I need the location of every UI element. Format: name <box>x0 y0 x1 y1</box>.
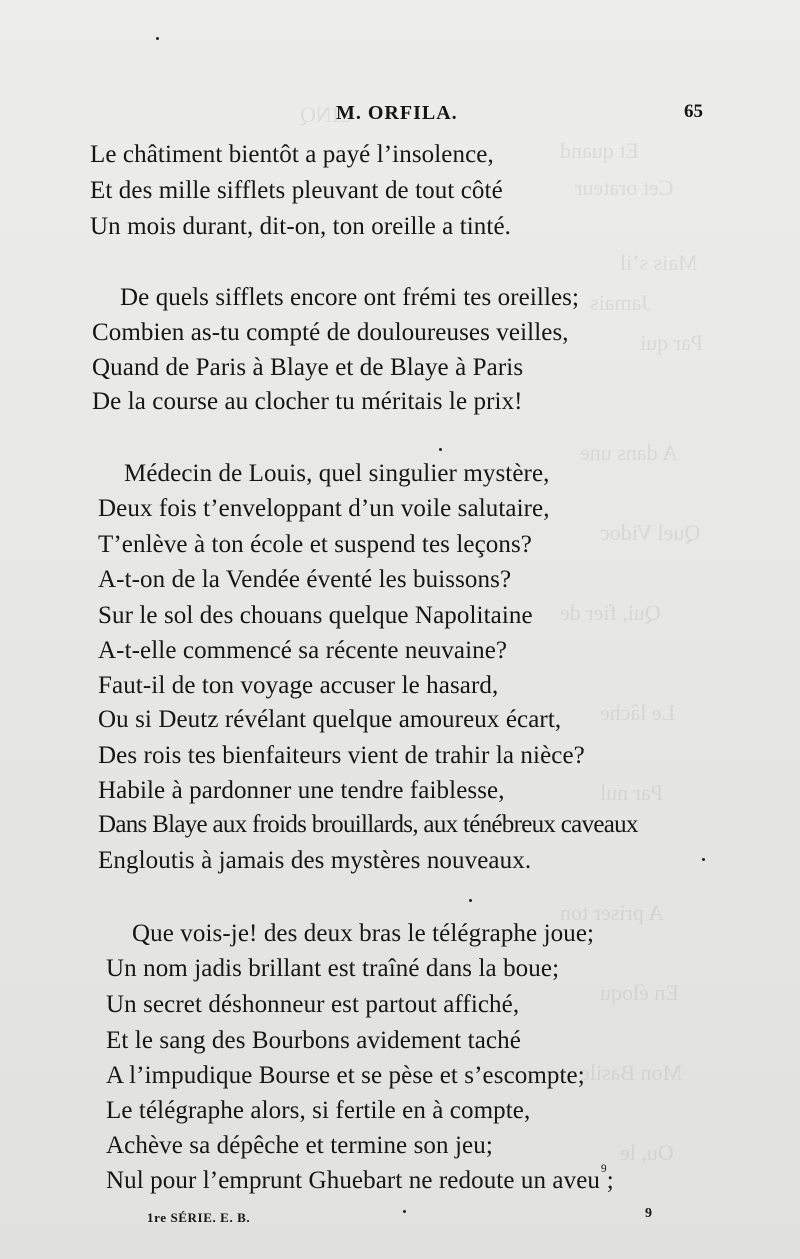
poem-line: Quand de Paris à Blaye et de Blaye à Paris <box>92 354 524 381</box>
poem-line: Achève sa dépêche et termine son jeu; <box>106 1132 493 1159</box>
ink-speck <box>403 1210 406 1213</box>
ink-speck <box>469 899 472 902</box>
bleed-through-text: CINQ <box>300 102 354 127</box>
poem-line: Dans Blaye aux froids brouillards, aux ténébreux caveaux <box>98 811 638 838</box>
printer-signature: 1re SÉRIE. E. B. <box>147 1210 251 1225</box>
bleed-through-text: A dans une <box>580 440 678 465</box>
poem-line: T’enlève à ton école et suspend tes leçons? <box>98 531 532 558</box>
bleed-through-text: A priser ton <box>560 900 664 925</box>
poem-line: Le télégraphe alors, si fertile en à compte, <box>106 1097 531 1124</box>
poem-line: A l’impudique Bourse et se pèse et s’escompte; <box>106 1062 585 1089</box>
poem-line-with-footnote: Nul pour l’emprunt Ghuebart ne redoute un aveu$^9$; <box>106 1163 614 1194</box>
poem-line: Médecin de Louis, quel singulier mystère, <box>124 460 550 487</box>
poem-line: Et le sang des Bourbons avidement taché <box>106 1027 521 1054</box>
page-number: 65 <box>684 101 703 122</box>
bleed-through-text: Et quand <box>560 138 639 163</box>
poem-line: Ou si Deutz révélant quelque amoureux écart, <box>98 706 562 733</box>
poem-line: Engloutis à jamais des mystères nouveaux. <box>98 847 532 874</box>
bleed-through-text: Ou, le <box>620 1140 674 1165</box>
poem-line: Le châtiment bientôt a payé l’insolence, <box>90 141 494 168</box>
poem-line: A-t-on de la Vendée éventé les buissons? <box>98 566 512 593</box>
poem-line: Que vois-je! des deux bras le télégraphe joue; <box>132 920 595 947</box>
poem-line: Un nom jadis brillant est traîné dans la boue; <box>106 955 560 982</box>
ink-speck <box>702 858 705 861</box>
poem-line: Combien as-tu compté de douloureuses veilles, <box>92 319 569 346</box>
poem-line: Habile à pardonner une tendre faiblesse, <box>98 777 505 804</box>
bleed-through-text: En éloqu <box>600 980 679 1005</box>
poem-line: De la course au clocher tu méritais le prix! <box>92 388 523 415</box>
ink-speck <box>156 37 159 40</box>
poem-line: Sur le sol des chouans quelque Napolitaine <box>98 602 533 629</box>
ink-speck <box>439 448 442 451</box>
footnote-marker: 9 <box>601 1163 607 1176</box>
bleed-through-text: Par qui <box>640 330 703 355</box>
signature-mark: 9 <box>645 1206 652 1221</box>
poem-line: De quels sifflets encore ont frémi tes oreilles; <box>120 284 580 311</box>
bleed-through-text: Par nul <box>600 780 663 805</box>
bleed-through-text: Jamais <box>590 290 650 315</box>
poem-line: Des rois tes bienfaiteurs vient de trahir la nièce? <box>98 742 585 769</box>
bleed-through-text: Quel Vidoc <box>600 520 701 545</box>
bleed-through-text: Le lâche <box>600 700 676 725</box>
poem-line: Un secret déshonneur est partout affiché, <box>106 991 520 1018</box>
poem-line: Deux fois t’enveloppant d’un voile salutaire, <box>98 495 550 522</box>
bleed-through-text: Qui, fier de <box>560 600 661 625</box>
poem-line: Faut-il de ton voyage accuser le hasard, <box>98 672 499 699</box>
poem-line: Un mois durant, dit-on, ton oreille a tinté. <box>90 213 511 240</box>
poem-line-text: Nul pour l’emprunt Ghuebart ne redoute un aveu <box>106 1167 601 1194</box>
running-head-title: M. ORFILA. <box>336 102 458 124</box>
poem-line: Et des mille sifflets pleuvant de tout côté <box>90 177 503 204</box>
bleed-through-text: Mon Basile <box>580 1060 683 1085</box>
bleed-through-text: Mais s’il <box>620 250 698 275</box>
poem-line: A-t-elle commencé sa récente neuvaine? <box>98 637 508 664</box>
bleed-through-text: Cet orateur <box>575 175 674 200</box>
